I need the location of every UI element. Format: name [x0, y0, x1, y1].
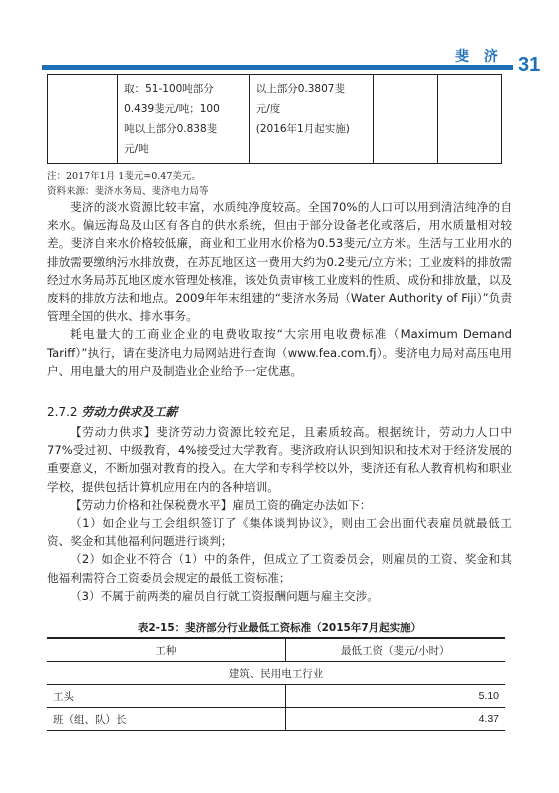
cell-line: 元/度 [255, 103, 281, 115]
cell-line: (2016年1月起实施) [255, 123, 350, 135]
body-text-labor [47, 423, 512, 605]
table-row [47, 685, 505, 708]
wage-cell: 4.37 [285, 708, 505, 731]
table-row [47, 708, 505, 731]
section-title: 劳动力供求及工薪 [81, 405, 178, 419]
table-cell-power-rate [249, 75, 373, 164]
cell-line: 元/吨 [124, 143, 149, 155]
table-cell-water-rate [118, 75, 250, 164]
section-number: 2.7.2 [47, 405, 78, 419]
cell-line: 取：51-100吨部分 [124, 83, 214, 95]
table-note: 注：2017年1月 1斐元=0.47美元。 [47, 171, 201, 182]
cell-line: 0.439斐元/吨；100 [124, 103, 220, 115]
utility-rate-table [47, 74, 502, 164]
minimum-wage-table [47, 637, 505, 731]
table-cell-empty [48, 75, 118, 164]
job-cell: 工头 [47, 685, 285, 708]
body-text-utilities [47, 198, 512, 380]
header-rule [42, 65, 513, 70]
table-cell-empty [373, 75, 437, 164]
job-cell: 班（组、队）长 [47, 708, 285, 731]
table-caption: 表2-15：斐济部分行业最低工资标准（2015年7月起实施） [137, 622, 422, 634]
wage-cell: 5.10 [285, 685, 505, 708]
header-title: 斐 济 [455, 49, 503, 65]
paragraph: （2）如企业不符合（1）中的条件，但成立了工资委员会，则雇员的工资、奖金和其他福利需符合工资委员会规定的最低工资标准； [47, 552, 512, 585]
page-number: 31 [518, 54, 541, 76]
cell-line: 吨以上部分0.838斐 [124, 123, 218, 135]
paragraph: （1）如企业与工会组织签订了《集体谈判协议》，则由工会出面代表雇员就最低工资、奖金和其他福利问题进行谈判； [47, 516, 512, 549]
section-heading [47, 403, 177, 420]
paragraph: （3）不属于前两类的雇员自行就工资报酬问题与雇主交涉。 [70, 588, 379, 603]
cell-line: 以上部分0.3807斐 [255, 83, 345, 95]
table-subheader-row [47, 662, 505, 685]
table-source: 资料来源：斐济水务局、斐济电力局等 [47, 186, 209, 197]
table-subheader: 建筑、民用电工行业 [47, 662, 505, 685]
table-header-row [47, 638, 505, 662]
column-header-job: 工种 [47, 638, 285, 662]
paragraph: 【劳动力供求】斐济劳动力资源比较充足，且素质较高。根据统计，劳动力人口中77%受过初、中级教育，4%接受过大学教育。斐济政府认识到知识和技术对于经济发展的重要意义，不断加强对教育的投入。在大学和专科学校以外，斐济还有私人教育机构和职业学校，提供包括计算机应用在内的各种培训。 [47, 425, 512, 494]
paragraph: 耗电量大的工商业企业的电费收取按“大宗用电收费标准（Maximum Demand Tariff）”执行，请在斐济电力局网站进行查询（www.fea.com.fj）。斐济电力局对高压电用户、用电量大的用户及制造业企业给予一定优惠。 [47, 327, 512, 378]
paragraph: 【劳动力价格和社保税费水平】雇员工资的确定办法如下： [70, 497, 372, 512]
table-cell-empty [437, 75, 501, 164]
table-row [48, 75, 502, 164]
paragraph: 斐济的淡水资源比较丰富，水质纯净度较高。全国70%的人口可以用到清洁纯净的自来水。偏远海岛及山区有各自的供水系统，但由于部分设备老化或落后，用水质量相对较差。斐济自来水价格较低廉，商业和工业用水价格为0.53斐元/立方米。生活与工业用水的排放需要缴纳污水排放费，在苏瓦地区这一费用大约为0.2斐元/立方米；工业废料的排放需经过水务局苏瓦地区废水管理处核准，该处负责审核工业废料的性质、成份和排放量，以及废料的排放方法和地点。2009年年末组建的“斐济水务局（Water Authority of Fiji）”负责管理全国的供水、排水事务。 [47, 200, 512, 324]
column-header-wage: 最低工资（斐元/小时） [285, 638, 505, 662]
